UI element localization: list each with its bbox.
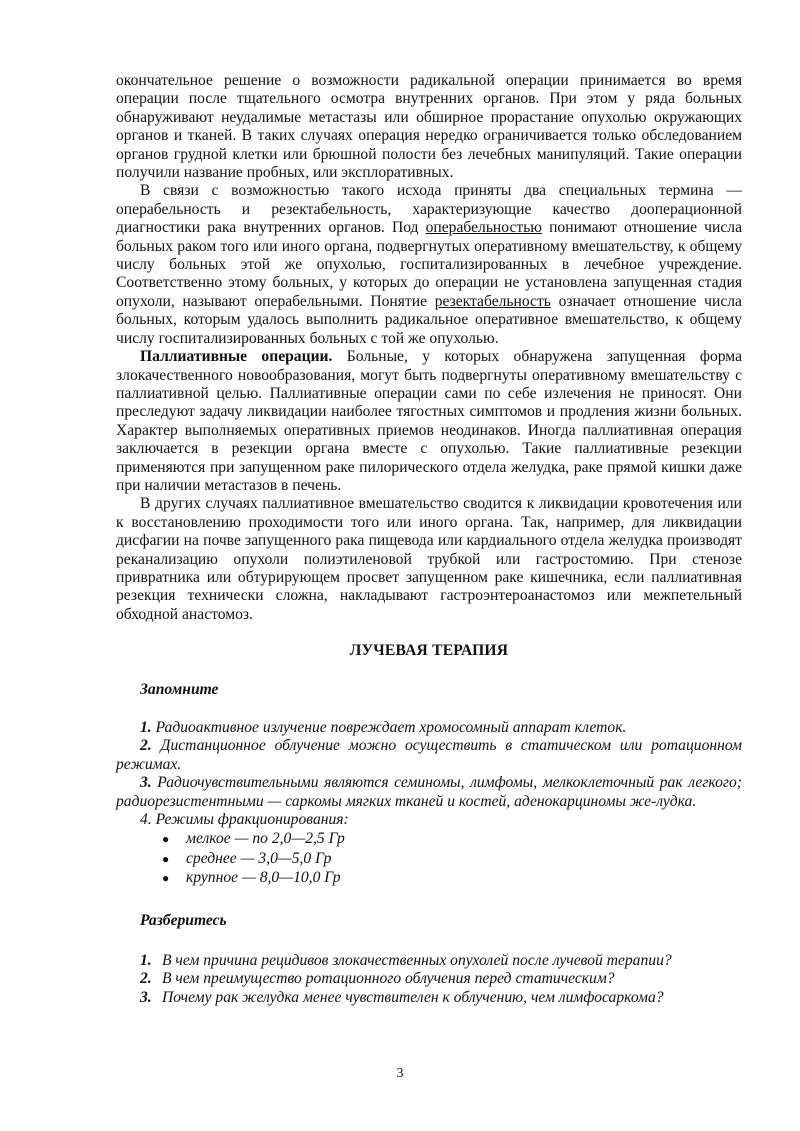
palliative-text: Больные, у которых обнаружена запущенная форма злокачественного новообразования, могут быть подвергнуты оперативному вмешательству с паллиативной целью. Паллиативные операции сами по себе излечения не приносят. Они преследуют задачу ликвидации наиболее тягостных симптомов и продления жизни больных. Характер выполняемых оперативных приемов неодинаков. Иногда паллиативная операция заключается в резекции органа вместе с опухолью. Такие паллиативные резекции применяются при запущенном раке пилорического отдела желудка, раке прямой кишки даже при наличии метастазов в печень. bbox=[116, 348, 742, 494]
palliative-heading: Паллиативные операции. bbox=[140, 348, 333, 366]
question-text: Почему рак желудка менее чувствителен к облучению, чем лимфосаркома? bbox=[162, 988, 664, 1006]
remember-list bbox=[116, 719, 742, 888]
remember-item-number: 1. bbox=[140, 719, 152, 736]
fraction-mode-text: среднее — 3,0—5,0 Гр bbox=[186, 849, 332, 867]
remember-item-number: 2. bbox=[140, 737, 152, 755]
remember-item-text: Радиочувствительными являются семиномы, лимфомы, мелкоклеточный рак легкого; радиорезистентными — саркомы мягких тканей и костей, аденокарциномы же-лудка. bbox=[116, 774, 742, 810]
question-number: 3. bbox=[140, 988, 152, 1006]
question-item bbox=[140, 970, 742, 988]
question-item bbox=[140, 952, 742, 970]
term-operability: операбельностью bbox=[425, 219, 542, 237]
bullet-icon: ● bbox=[162, 851, 170, 866]
questions-list bbox=[116, 952, 742, 1007]
fraction-mode-text: крупное — 8,0—10,0 Гр bbox=[186, 869, 341, 887]
question-number: 2. bbox=[140, 970, 152, 988]
term-resectability: резектабельность bbox=[434, 292, 551, 310]
section-title: ЛУЧЕВАЯ ТЕРАПИЯ bbox=[349, 642, 509, 660]
remember-item-number: 4 bbox=[140, 811, 148, 829]
remember-item bbox=[116, 737, 742, 774]
operability-text-b: понимают отношение числа больных раком того или иного органа, подвергнутых оперативному вмешательству, к общему числу больных этой же опухолью, госпитализированных в лечебное учреждение. Соответственно этому больных, у которых до операции не установлена запущенная стадия опухоли, называют операбельными. Понятие bbox=[116, 219, 742, 310]
question-text: В чем причина рецидивов злокачественных опухолей после лучевой терапии? bbox=[162, 952, 672, 970]
question-text: В чем преимущество ротационного облучения перед статическим? bbox=[162, 970, 615, 988]
remember-item bbox=[116, 811, 742, 829]
remember-item-text: Дистанционное облучение можно осуществить в статическом или ротационном режимах. bbox=[116, 737, 742, 773]
remember-item-text: Радиоактивное излучение повреждает хромосомный аппарат клеток. bbox=[151, 719, 627, 736]
page-number: 3 bbox=[396, 1066, 404, 1081]
bullet-icon: ● bbox=[162, 871, 170, 886]
question-item bbox=[140, 989, 742, 1007]
list-item bbox=[162, 869, 742, 887]
remember-item bbox=[116, 719, 742, 737]
document-page bbox=[116, 72, 742, 1007]
remember-label: Запомните bbox=[140, 680, 219, 698]
operability-text-a: В связи с возможностью такого исхода приняты два специальных термина — операбельность и резектабельность, характеризующие качество дооперационной диагностики рака внутренних органов. Под bbox=[116, 182, 742, 237]
remember-item-text: . Режимы фракционирования: bbox=[147, 811, 349, 829]
fraction-modes-list bbox=[162, 830, 742, 887]
fraction-mode-text: мелкое — по 2,0—2,5 Гр bbox=[186, 830, 345, 848]
remember-item-number: 3. bbox=[140, 774, 152, 792]
list-item bbox=[162, 830, 742, 848]
paragraph-palliative-other: В других случаях паллиативное вмешательство сводится к ликвидации кровотечения или к восстановлению проходимости того или иного органа. Так, например, для ликвидации дисфагии на почве запущенного рака пищевода или кардиального отдела желудка производят реканализацию опухоли полиэтиленовой трубкой или гастростомию. При стенозе привратника или обтурирующем просвет запущенном раке кишечника, если паллиативная резекция технически сложна, накладывают гастроэнтероанастомоз или межпетельный обходной анастомоз. bbox=[116, 495, 742, 623]
paragraph-exploratory-operations: окончательное решение о возможности радикальной операции принимается во время операции после тщательного осмотра внутренних органов. При этом у ряда больных обнаруживают неудалимые метастазы или обширное прорастание опухолью окружающих органов и тканей. В таких случаях операция нередко ограничивается только обследованием органов грудной клетки или брюшной полости без лечебных манипуляций. Такие операции получили название пробных, или эксплоративных. bbox=[116, 72, 742, 182]
remember-item bbox=[116, 774, 742, 811]
understand-label: Разберитесь bbox=[140, 911, 227, 929]
operability-text-c: означает отношение числа больных, которым удалось выполнить радикальное оперативное вмешательство, к общему числу госпитализированных больных с той же опухолью. bbox=[116, 292, 742, 347]
list-item bbox=[162, 850, 742, 868]
question-number: 1. bbox=[140, 952, 152, 970]
paragraph-operability bbox=[116, 182, 742, 348]
paragraph-palliative-operations bbox=[116, 348, 742, 495]
bullet-icon: ● bbox=[162, 832, 170, 847]
